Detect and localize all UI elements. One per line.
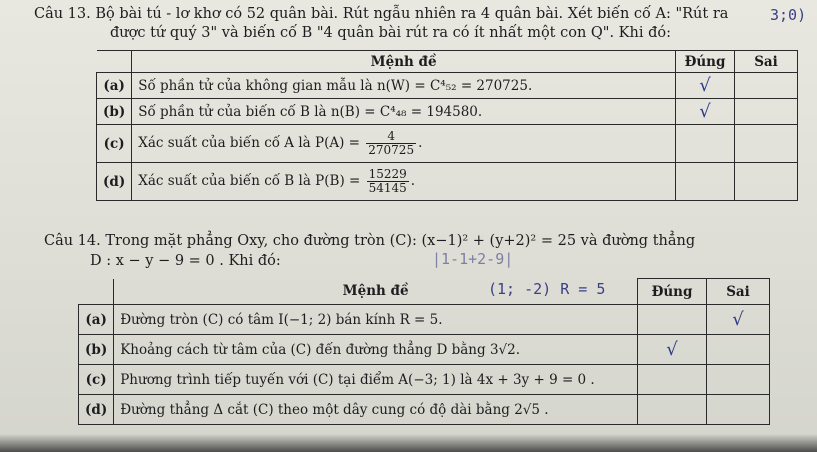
q13-line1: Câu 13. Bộ bài tú - lơ khơ có 52 quân bài. Rút ngẫu nhiên ra 4 quân bài. Xét biến cố A: "Rút ra bbox=[34, 6, 729, 22]
q14-row-b: (b) Khoảng cách từ tâm của (C) đến đường thẳng D bằng 3√2. √ bbox=[79, 335, 770, 365]
q13-row-a: (a) Số phần tử của không gian mẫu là n(W) = C⁴₅₂ = 270725. √ bbox=[97, 73, 798, 99]
q14-row-a-false-check: √ bbox=[707, 305, 770, 335]
q13-row-b: (b) Số phần tử của biến cố B là n(B) = C⁴₄₈ = 194580. √ bbox=[97, 99, 798, 125]
q13-row-d-text: Xác suất của biến cố B là P(B) = $\frac{15229}{54145}$ . bbox=[132, 163, 676, 201]
q14-row-c-text: Phương trình tiếp tuyến với (C) tại điểm A(−3; 1) là 4x + 3y + 9 = 0 . bbox=[114, 365, 638, 395]
q13-row-c: (c) Xác suất của biến cố A là P(A) = $\frac{4}{270725}$ . bbox=[97, 125, 798, 163]
q14-row-a-text: Đường tròn (C) có tâm I(−1; 2) bán kính R = 5. bbox=[114, 305, 638, 335]
q14-header-statement: Mệnh đề bbox=[114, 279, 638, 305]
q13-line2: được tứ quý 3" và biến cố B "4 quân bài rút ra có ít nhất một con Q". Khi đó: bbox=[110, 25, 671, 41]
handwriting-corner: 3;0) bbox=[770, 6, 807, 24]
page-bottom-shadow bbox=[0, 434, 817, 452]
q14-header-true: Đúng bbox=[638, 279, 707, 305]
q13-header-row bbox=[97, 51, 798, 73]
handwriting-note-distance: |1-1+2-9| bbox=[432, 250, 514, 268]
q13-row-b-true-check: √ bbox=[676, 99, 735, 125]
q13-row-d-fraction: $\frac{15229}{54145}$ bbox=[368, 167, 407, 195]
q14-row-d-text: Đường thẳng Δ cắt (C) theo một dây cung có độ dài bằng 2√5 . bbox=[114, 395, 638, 425]
handwriting-note-center: (1; -2) R = 5 bbox=[488, 280, 606, 298]
q13-row-b-text: Số phần tử của biến cố B là n(B) = C⁴₄₈ = 194580. bbox=[132, 99, 676, 125]
q14-row-c: (c) Phương trình tiếp tuyến với (C) tại điểm A(−3; 1) là 4x + 3y + 9 = 0 . bbox=[79, 365, 770, 395]
q13-row-d: (d) Xác suất của biến cố B là P(B) = $\frac{15229}{54145}$ . bbox=[97, 163, 798, 201]
q13-header-false: Sai bbox=[735, 51, 798, 73]
q14-table bbox=[78, 278, 770, 425]
q14-row-a: (a) Đường tròn (C) có tâm I(−1; 2) bán kính R = 5. √ bbox=[79, 305, 770, 335]
q13-header-true: Đúng bbox=[676, 51, 735, 73]
q14-row-b-true-check: √ bbox=[638, 335, 707, 365]
q14-line2: D : x − y − 9 = 0 . Khi đó: bbox=[90, 253, 281, 269]
q13-row-a-text: Số phần tử của không gian mẫu là n(W) = C⁴₅₂ = 270725. bbox=[132, 73, 676, 99]
q13-row-a-true-check: √ bbox=[676, 73, 735, 99]
q13-row-c-text: Xác suất của biến cố A là P(A) = $\frac{4}{270725}$ . bbox=[132, 125, 676, 163]
q14-header-false: Sai bbox=[707, 279, 770, 305]
q13-header-statement: Mệnh đề bbox=[132, 51, 676, 73]
q13-table bbox=[96, 50, 798, 201]
q14-line1: Câu 14. Trong mặt phẳng Oxy, cho đường tròn (C): (x−1)² + (y+2)² = 25 và đường thẳng bbox=[44, 233, 696, 249]
q13-row-c-fraction: $\frac{4}{270725}$ bbox=[368, 129, 415, 157]
q14-row-d: (d) Đường thẳng Δ cắt (C) theo một dây cung có độ dài bằng 2√5 . bbox=[79, 395, 770, 425]
q14-row-b-text: Khoảng cách từ tâm của (C) đến đường thẳng D bằng 3√2. bbox=[114, 335, 638, 365]
q14-header-row bbox=[79, 279, 770, 305]
